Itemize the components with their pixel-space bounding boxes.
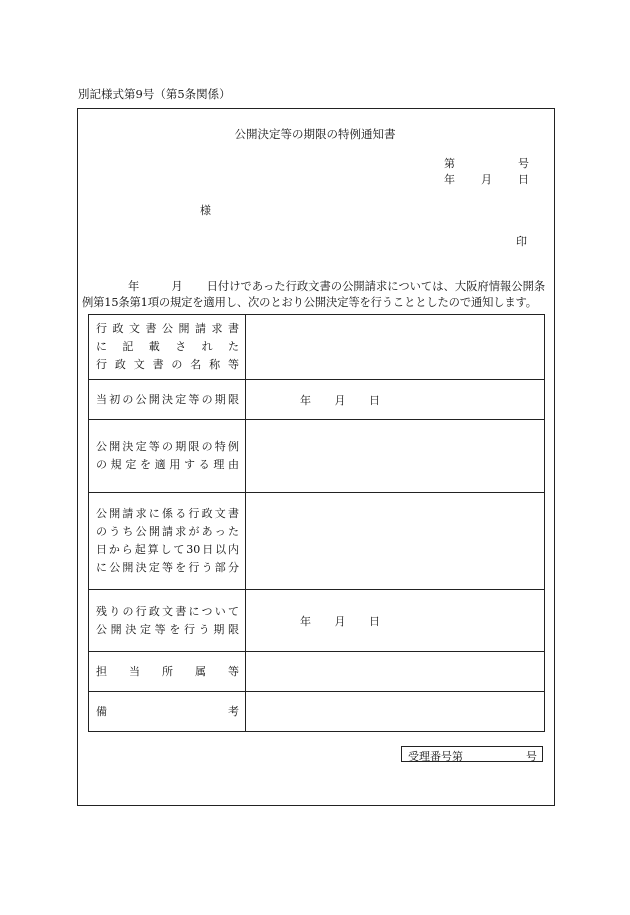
document-number-line (444, 155, 529, 171)
value-document-name[interactable] (246, 315, 545, 380)
label-line: 行政文書公開請求書 (96, 322, 239, 335)
value-extension-reason[interactable] (246, 420, 545, 493)
value-initial-deadline[interactable] (246, 380, 545, 420)
label-line: 公開請求に係る行政文書 (96, 507, 239, 520)
body-month: 月 (171, 280, 183, 293)
label-line: に記載された (96, 340, 239, 353)
label-line: のうち公開請求があった (96, 525, 239, 538)
label-line: に公開決定等を行う部分 (96, 561, 239, 574)
notice-table (88, 314, 545, 732)
label-line: 公開決定等を行う期限 (96, 622, 239, 636)
date-month: 月 (334, 614, 346, 628)
label-department (89, 652, 246, 692)
body-text-line-2: 例第15条第1項の規定を適用し、次のとおり公開決定等を行うこととしたので通知します。 (82, 296, 537, 309)
table-row (89, 692, 545, 732)
number-suffix: 号 (518, 157, 529, 170)
table-row (89, 380, 545, 420)
receipt-prefix: 受理番号第 (408, 750, 463, 763)
date-year: 年 (444, 173, 455, 186)
form-number-label: 別記様式第9号（第5条関係） (78, 87, 231, 101)
table-row (89, 420, 545, 493)
date-day: 日 (369, 393, 380, 407)
date-year: 年 (300, 614, 311, 628)
document-title: 公開決定等の期限の特例通知書 (234, 127, 396, 141)
table-row (89, 315, 545, 380)
seal-mark: 印 (516, 235, 527, 248)
date-field (300, 392, 380, 408)
value-partial-decision[interactable] (246, 493, 545, 590)
label-line: 残りの行政文書について (96, 604, 239, 618)
label-partial-decision (89, 493, 246, 590)
label-line: の規定を適用する理由 (96, 458, 239, 471)
table-row (89, 493, 545, 590)
date-month: 月 (334, 393, 346, 407)
label-line: 公開決定等の期限の特例 (96, 440, 239, 453)
label-extension-reason (89, 420, 246, 493)
document-date-line (444, 171, 529, 187)
table-row (89, 652, 545, 692)
date-month: 月 (481, 173, 492, 186)
value-remaining-deadline[interactable] (246, 590, 545, 652)
label-line: 担当所属等 (96, 664, 239, 678)
label-document-name (89, 315, 246, 380)
date-year: 年 (300, 393, 311, 407)
body-line1-rest: 日付けであった行政文書の公開請求については、大阪府情報公開条 (206, 280, 546, 293)
receipt-suffix: 号 (526, 750, 537, 763)
label-remarks (89, 692, 246, 732)
date-field (300, 613, 380, 629)
body-year: 年 (128, 280, 140, 293)
date-day: 日 (518, 173, 529, 186)
table-row (89, 590, 545, 652)
label-line: 備考 (96, 704, 239, 718)
addressee-suffix: 様 (200, 204, 211, 217)
value-remarks[interactable] (246, 692, 545, 732)
label-line: 日から起算して30日以内 (96, 543, 239, 556)
label-initial-deadline (89, 380, 246, 420)
number-prefix: 第 (444, 157, 455, 170)
body-text-line-1 (128, 278, 545, 294)
label-remaining-deadline (89, 590, 246, 652)
label-line: 当初の公開決定等の期限 (96, 392, 239, 406)
date-day: 日 (369, 614, 380, 628)
label-line: 行政文書の名称等 (96, 358, 239, 371)
value-department[interactable] (246, 652, 545, 692)
receipt-number-box (401, 746, 543, 762)
